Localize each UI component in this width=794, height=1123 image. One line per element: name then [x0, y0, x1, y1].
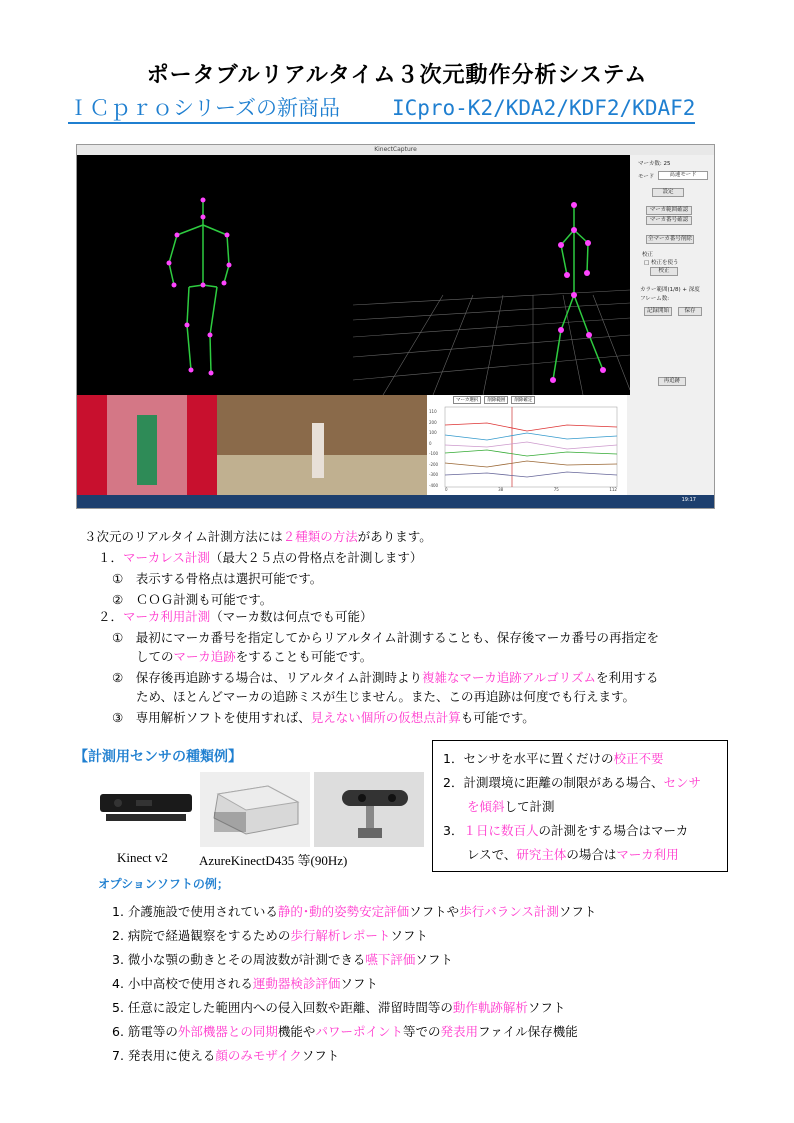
note-2-cont: を傾斜して計測 [467, 799, 555, 814]
save-button[interactable]: 保存 [678, 307, 702, 316]
option-item: 4. 小中高校で使用される運動器検診評価ソフト [112, 976, 378, 991]
window-title: KinectCapture [77, 145, 714, 155]
software-screenshot [76, 144, 715, 509]
graph-y-ticks: 110 200 100 0 -100 -200 -300 -400 [429, 409, 439, 488]
option-item: 5. 任意に設定した範囲内への侵入回数や距離、滞留時間等の動作軌跡解析ソフト [112, 1000, 566, 1015]
options-heading: オプションソフトの例； [98, 877, 229, 891]
mode-label: モード [638, 174, 655, 180]
kinect-v2-photo [96, 772, 196, 847]
skeleton-3d-view [353, 155, 630, 395]
use-calibration-checkbox[interactable]: □ 校正を使う [644, 260, 679, 266]
camera-image-thumbnail [217, 395, 427, 495]
method2-item3: ③ 専用解析ソフトを使用すれば、見えない個所の仮想点計算も可能です。 [112, 710, 535, 725]
method2-item2: ② 保存後再追跡する場合は、リアルタイム計測時より複雑なマーカ追跡アルゴリズムを利用する [112, 670, 659, 685]
trajectory-lines [427, 395, 627, 495]
note-2: 2．計測環境に距離の制限がある場合、センサ [443, 775, 701, 790]
model-names: ICpro-K2/KDA2/KDF2/KDAF2 [391, 96, 696, 120]
azure-kinect-photo [200, 772, 310, 847]
skeleton-2d-figure [77, 155, 353, 395]
color-range-label: カラー範囲(1/8) + 深度 [640, 287, 700, 293]
mode-select[interactable]: 高速モード [658, 171, 708, 180]
frame-count-label: フレーム数: [640, 296, 670, 302]
method2-item1-cont: してのマーカ追跡をすることも可能です。 [136, 649, 373, 664]
method1-heading: １．マーカレス計測（最大２５点の骨格点を計測します） [98, 550, 423, 565]
method2-item2-cont: ため、ほとんどマーカの追跡ミスが生じません。また、この再追跡は何度でも行えます。 [136, 689, 636, 704]
option-item: 2. 病院で経過観察をするための歩行解析レポートソフト [112, 928, 428, 943]
delete-markers-button[interactable]: 全マーカ番号削除 [646, 235, 694, 244]
caption-azure-kinect: AzureKinectD435 等(90Hz) [199, 853, 348, 868]
taskbar-clock: 19:17 [681, 497, 696, 503]
calibration-label: 校正 [642, 252, 654, 258]
trajectory-graph-window [427, 395, 627, 495]
marker-count: マーカ数: 25 [638, 161, 671, 167]
taskbar [77, 495, 714, 508]
graph-button[interactable]: 削除範囲 [484, 396, 508, 404]
realsense-d435-photo [314, 772, 424, 847]
method2-item1: ① 最初にマーカ番号を指定してからリアルタイム計測することも、保存後マーカ番号の再指定を [112, 630, 659, 645]
sensor-heading: 【計測用センサの種類例】 [74, 749, 242, 765]
control-panel [630, 155, 714, 395]
series-name: ＩＣｐｒｏシリーズの新商品 [68, 96, 340, 120]
marker-range-button[interactable]: マーカ範囲確認 [646, 206, 692, 215]
note-1: 1．センサを水平に置くだけの校正不要 [443, 751, 664, 766]
note-3: 3．１日に数百人の計測をする場合はマーカ [443, 823, 689, 838]
notes-box [432, 740, 728, 872]
marker-number-button[interactable]: マーカ番号確認 [646, 216, 692, 225]
caption-kinect-v2: Kinect v2 [117, 850, 168, 865]
graph-button[interactable]: マーカ選択 [453, 396, 481, 404]
intro-text: ３次元のリアルタイム計測方法には２種類の方法があります。 [84, 529, 432, 544]
skeleton-2d-view [77, 155, 353, 395]
skeleton-3d-figure [353, 155, 630, 395]
option-item: 7. 発表用に使える顔のみモザイクソフト [112, 1048, 340, 1063]
note-3-cont: レスで、研究主体の場合はマーカ利用 [467, 847, 679, 862]
retrack-button[interactable]: 再追跡 [658, 377, 686, 386]
depth-image-thumbnail [77, 395, 217, 495]
graph-button[interactable]: 削除確定 [511, 396, 535, 404]
graph-x-ticks: 0 38 75 112 [445, 487, 617, 492]
record-start-button[interactable]: 記録開始 [644, 307, 672, 316]
option-item: 6. 筋電等の外部機器との同期機能やパワーポイント等での発表用ファイル保存機能 [112, 1024, 578, 1039]
option-item: 3. 微小な顎の動きとその周波数が計測できる嚥下評価ソフト [112, 952, 453, 967]
desktop-area [627, 395, 714, 495]
settings-button[interactable]: 設定 [652, 188, 684, 197]
method1-item: ② ＣＯＧ計測も可能です。 [112, 592, 273, 607]
calibrate-button[interactable]: 校正 [650, 267, 678, 276]
method2-heading: ２．マーカ利用計測（マーカ数は何点でも可能） [98, 609, 373, 624]
option-item: 1. 介護施設で使用されている静的･動的姿勢安定評価ソフトや歩行バランス計測ソフト [112, 904, 597, 919]
page-title: ポータブルリアルタイム３次元動作分析システム [146, 63, 648, 88]
page-subtitle [68, 92, 695, 124]
method1-item: ① 表示する骨格点は選択可能です。 [112, 571, 323, 586]
